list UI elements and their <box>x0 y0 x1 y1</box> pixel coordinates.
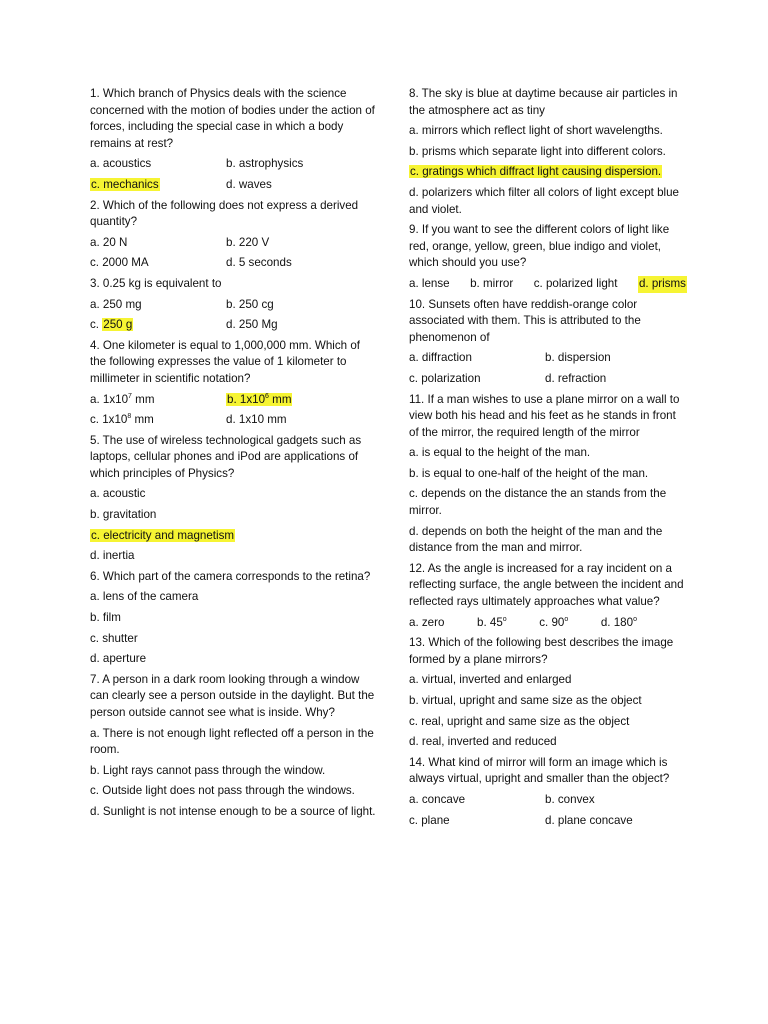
q1-option-b: b. astrophysics <box>226 157 304 171</box>
q12-option-b <box>477 615 507 632</box>
q9-option-a: a. lense <box>409 276 450 290</box>
q2-option-a: a. 20 N <box>90 235 128 249</box>
q10-option-d: d. refraction <box>545 371 607 385</box>
q5-option-c-highlighted: c. electricity and magnetism <box>91 528 235 542</box>
q3-option-c-prefix: c. <box>90 318 100 332</box>
question-9: 9. If you want to see the different colors of light like red, orange, yellow, green, blue indigo and violet, which should you use? <box>409 223 670 270</box>
q3-option-a: a. 250 mg <box>90 297 142 311</box>
q2-option-d: d. 5 seconds <box>226 256 292 270</box>
q8-option-b: b. prisms which separate light into different colors. <box>409 144 666 158</box>
question-14: 14. What kind of mirror will form an image which is always virtual, upright and smaller than the object? <box>409 755 670 786</box>
q3-option-c-highlighted: 250 g <box>103 318 133 332</box>
q3-option-b: b. 250 cg <box>226 297 274 311</box>
question-4: 4. One kilometer is equal to 1,000,000 mm. Which of the following expresses the value of 1 kilometer to millimeter in scientific notation? <box>90 338 361 385</box>
q4-option-b-highlighted <box>226 393 292 406</box>
q4-b-base: b. 1x10 <box>227 392 266 406</box>
q5-option-b: b. gravitation <box>90 508 157 522</box>
question-3-options-2 <box>90 317 376 334</box>
q11-option-b: b. is equal to one-half of the height of the man. <box>409 466 649 480</box>
q5-option-a: a. acoustic <box>90 487 146 501</box>
question-11: 11. If a man wishes to use a plane mirror on a wall to view both his head and his feet as he stands in front of the mirror, the required length of the mirror <box>409 392 680 439</box>
q7-option-d: d. Sunlight is not intense enough to be a source of light. <box>90 804 376 818</box>
q12-option-c <box>539 615 568 632</box>
q3-option-c-cell <box>90 317 226 334</box>
question-3-options <box>90 297 376 314</box>
q9-option-d-highlighted: d. prisms <box>638 276 687 293</box>
question-2-options-2 <box>90 255 376 272</box>
right-column <box>409 86 687 833</box>
q12-c-value: c. 90 <box>539 615 565 629</box>
q10-option-b: b. dispersion <box>545 351 611 365</box>
q14-option-c: c. plane <box>409 813 450 827</box>
question-4-options-2 <box>90 412 376 429</box>
question-1-options <box>90 156 376 173</box>
q4-option-d: d. 1x10 mm <box>226 413 287 427</box>
q13-option-d: d. real, inverted and reduced <box>409 735 557 749</box>
q10-option-c: c. polarization <box>409 371 481 385</box>
q13-option-b: b. virtual, upright and same size as the object <box>409 694 642 707</box>
q12-option-a: a. zero <box>409 615 445 629</box>
q12-d-degree: o <box>633 615 637 623</box>
q8-option-d: d. polarizers which filter all colors of light except blue and violet. <box>409 185 680 216</box>
question-10-options-2 <box>409 371 687 388</box>
q1-option-c-highlighted: c. mechanics <box>91 177 159 191</box>
q9-option-c: c. polarized light <box>533 276 618 290</box>
q6-option-c: c. shutter <box>90 631 138 645</box>
q4-option-a <box>90 392 226 409</box>
question-4-options <box>90 392 376 409</box>
q13-option-a: a. virtual, inverted and enlarged <box>409 673 572 687</box>
question-12: 12. As the angle is increased for a ray incident on a reflecting surface, the angle between the incident and reflected rays ultimately approaches what value? <box>409 561 684 609</box>
q11-option-a: a. is equal to the height of the man. <box>409 446 591 460</box>
q12-b-degree: o <box>502 615 507 623</box>
q4-option-b-cell <box>226 392 376 409</box>
left-column <box>90 86 376 825</box>
q7-option-c: c. Outside light does not pass through the windows. <box>90 784 355 798</box>
q5-option-c-cell <box>90 528 376 545</box>
q4-b-exponent: 6 <box>265 392 269 400</box>
q4-a-unit: mm <box>131 392 155 406</box>
q6-option-a: a. lens of the camera <box>90 590 199 604</box>
q10-option-a: a. diffraction <box>409 351 472 365</box>
q2-option-c: c. 2000 MA <box>90 256 149 270</box>
q2-option-b: b. 220 V <box>226 235 270 249</box>
q4-option-c <box>90 412 226 429</box>
question-2: 2. Which of the following does not express a derived quantity? <box>90 198 359 229</box>
q4-c-exponent: 8 <box>127 413 132 421</box>
question-1-options-2 <box>90 177 376 194</box>
q12-d-value: d. 180 <box>600 615 634 629</box>
q4-b-unit: mm <box>268 392 292 406</box>
question-10-options <box>409 350 687 367</box>
question-8: 8. The sky is blue at daytime because air particles in the atmosphere act as tiny <box>409 87 678 117</box>
question-9-options <box>409 276 687 293</box>
q8-option-c-highlighted: c. gratings which diffract light causing dispersion. <box>410 165 662 179</box>
q11-option-c: c. depends on the distance the an stands from the mirror. <box>409 487 667 518</box>
question-14-options-2 <box>409 813 687 830</box>
q12-b-value: b. 45 <box>477 615 503 629</box>
q1-option-a: a. acoustics <box>90 157 152 171</box>
question-1: 1. Which branch of Physics deals with the science concerned with the motion of bodies under the action of forces, including the special case in which a body remains at rest? <box>90 87 375 150</box>
q12-c-degree: o <box>564 615 569 623</box>
q12-option-d <box>601 615 637 632</box>
question-6: 6. Which part of the camera corresponds to the retina? <box>90 569 371 583</box>
q7-option-a: a. There is not enough light reflected off a person in the room. <box>90 726 374 757</box>
question-3: 3. 0.25 kg is equivalent to <box>90 276 222 290</box>
q4-c-base: c. 1x10 <box>90 413 128 427</box>
q4-a-base: a. 1x10 <box>90 392 129 406</box>
question-10: 10. Sunsets often have reddish-orange color associated with them. This is attributed to the phenomenon of <box>409 297 641 344</box>
q6-option-b: b. film <box>90 611 121 625</box>
q8-option-c-cell <box>409 164 687 181</box>
q4-a-exponent: 7 <box>128 392 132 400</box>
question-14-options <box>409 792 687 809</box>
q14-option-b: b. convex <box>545 792 595 806</box>
q4-c-unit: mm <box>131 413 154 427</box>
q14-option-a: a. concave <box>409 792 466 806</box>
q7-option-b: b. Light rays cannot pass through the window. <box>90 763 326 777</box>
q1-option-c-cell <box>90 177 226 194</box>
question-7: 7. A person in a dark room looking through a window can clearly see a person outside in the daylight. But the person outside cannot see what is inside. Why? <box>90 672 375 719</box>
q9-option-b: b. mirror <box>470 276 514 290</box>
q13-option-c: c. real, upright and same size as the object <box>409 714 630 728</box>
q11-option-d: d. depends on both the height of the man and the distance from the man and mirror. <box>409 524 663 555</box>
q3-option-d: d. 250 Mg <box>226 318 278 332</box>
q14-option-d: d. plane concave <box>545 813 633 827</box>
question-5: 5. The use of wireless technological gadgets such as laptops, cellular phones and iPod are applications of which principles of Physics? <box>90 433 362 480</box>
q1-option-d: d. waves <box>226 177 272 191</box>
question-2-options <box>90 235 376 252</box>
question-13: 13. Which of the following best describes the image formed by a plane mirrors? <box>409 636 674 666</box>
question-12-options <box>409 615 687 632</box>
q5-option-d: d. inertia <box>90 549 135 563</box>
q8-option-a: a. mirrors which reflect light of short wavelengths. <box>409 124 663 138</box>
q6-option-d: d. aperture <box>90 652 147 666</box>
